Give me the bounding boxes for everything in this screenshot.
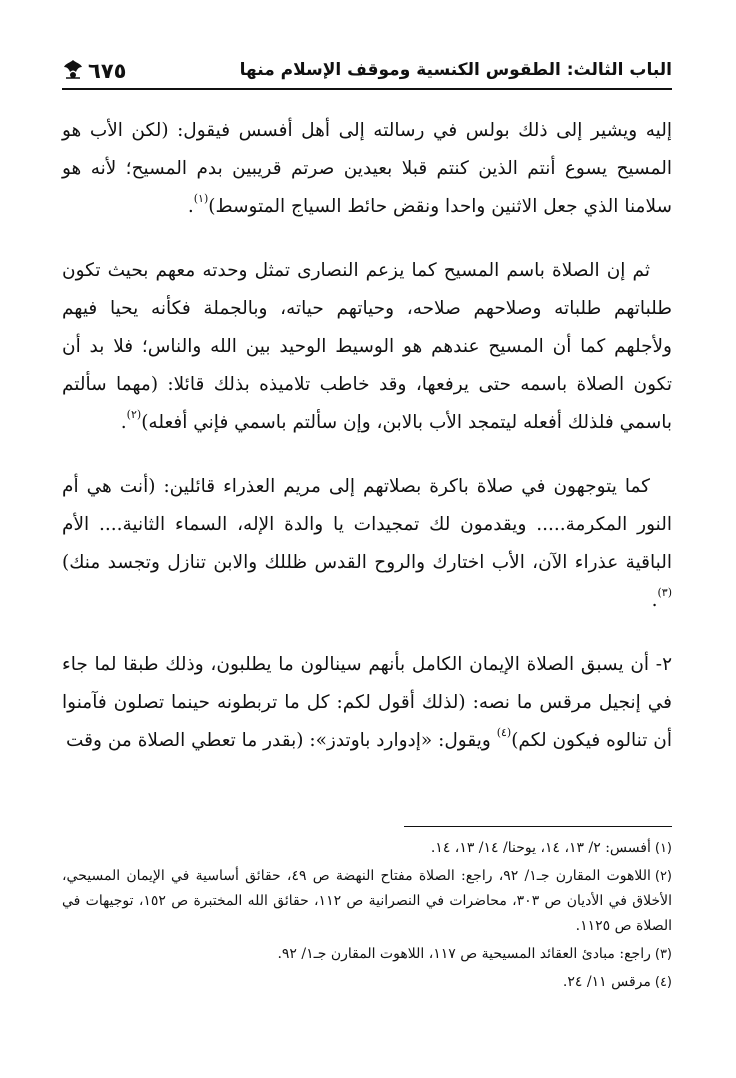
footnote-number: (٢) (654, 869, 672, 884)
numbered-point-2 (62, 646, 672, 760)
numbered-point-2-text-a: ٢- أن يسبق الصلاة الإيمان الكامل بأنهم سينالون ما يطلبون، وذلك طبقا لما جاء في إنجيل مرقس ما نصه: (لذلك أقول لكم: كل ما تربطونه حينما تصلون فآمنوا أن تنالوه فيكون لكم) (62, 654, 672, 751)
footnote-number: (١) (654, 841, 672, 856)
footnote-text: راجع: مبادئ العقائد المسيحية ص ١١٧، اللاهوت المقارن جـ١/ ٩٢. (277, 946, 651, 962)
footnotes (62, 836, 672, 998)
footnote-2 (62, 864, 672, 939)
paragraph-1-tail: . (187, 196, 194, 217)
footnote-ref-3[interactable]: (٣) (657, 586, 672, 599)
footnote-text: اللاهوت المقارن جـ١/ ٩٢، راجع: الصلاة مفتاح النهضة ص ٤٩، حقائق أساسية في الإيمان المسيحي، الأخلاق في الأديان ص ٣٠٣، محاضرات في النصرانية ص ١١٢، حقائق الله المختبرة ص ١٥٢، توجيهات في الصلاة ص ١١٢٥. (62, 868, 672, 934)
paragraph-2-text: ثم إن الصلاة باسم المسيح كما يزعم النصارى تمثل وحدته معهم بحيث تكون طلباتهم طلباته وصلاحهم صلاحه، وحياتهم حياته، وبالجملة فكأنه يحيا فيهم ولأجلهم كما أن المسيح عندهم هو الوسيط الوحيد بين الله والناس؛ فلا بد أن تكون الصلاة باسمه حتى يرفعها، وقد خاطب تلاميذه بذلك قائلا: (مهما سألتم باسمي فلذلك أفعله ليتمجد الأب بالابن، وإن سألتم باسمي فإني أفعله) (62, 260, 672, 433)
paragraph-1 (62, 112, 672, 226)
footnote-3 (62, 942, 672, 967)
footnote-1 (62, 836, 672, 861)
paragraph-3-text: كما يتوجهون في صلاة باكرة بصلاتهم إلى مريم العذراء قائلين: (أنت هي أم النور المكرمة..... ويقدمون لك تمجيدات يا والدة الإله، السماء الثانية.... الأم الباقية عذراء الآن، الأب اختارك والروح القدس ظللك والابن تنازل وتجسد منك) (62, 476, 672, 573)
numbered-point-2-text-b: ويقول: «إدوارد باوتدز»: (بقدر ما تعطي الصلاة من وقت (66, 730, 497, 751)
footnote-ref-2[interactable]: (٢) (126, 408, 142, 421)
footnote-number: (٤) (654, 975, 672, 990)
header-rule (62, 88, 672, 90)
chapter-title: الباب الثالث: الطقوس الكنسية وموقف الإسلام منها (239, 60, 672, 80)
page-number-block (62, 58, 126, 86)
paragraph-2-tail: . (120, 412, 127, 433)
ornament-icon (62, 58, 84, 80)
paragraph-2 (62, 252, 672, 442)
paragraph-3-tail: . (651, 590, 658, 611)
footnote-text: مرقس ١١/ ٢٤. (562, 974, 651, 990)
main-text (62, 112, 672, 760)
footnote-rule (404, 826, 672, 827)
page-number: ٦٧٥ (88, 59, 127, 83)
paragraph-1-text: إليه ويشير إلى ذلك بولس في رسالته إلى أهل أفسس فيقول: (لكن الأب هو المسيح يسوع أنتم الذين كنتم قبلا بعيدين صرتم قريبين بدم المسيح؛ لأنه هو سلامنا الذي جعل الاثنين واحدا ونقض حائط السياج المتوسط) (62, 120, 672, 217)
footnote-text: أفسس: ٢/ ١٣، ١٤، يوحنا/ ١٤/ ١٣، ١٤. (430, 840, 651, 856)
footnote-4 (62, 970, 672, 995)
paragraph-3 (62, 468, 672, 620)
footnote-ref-4[interactable]: (٤) (496, 726, 512, 739)
footnote-number: (٣) (654, 947, 672, 962)
footnote-ref-1[interactable]: (١) (193, 192, 209, 205)
running-header (62, 48, 672, 86)
